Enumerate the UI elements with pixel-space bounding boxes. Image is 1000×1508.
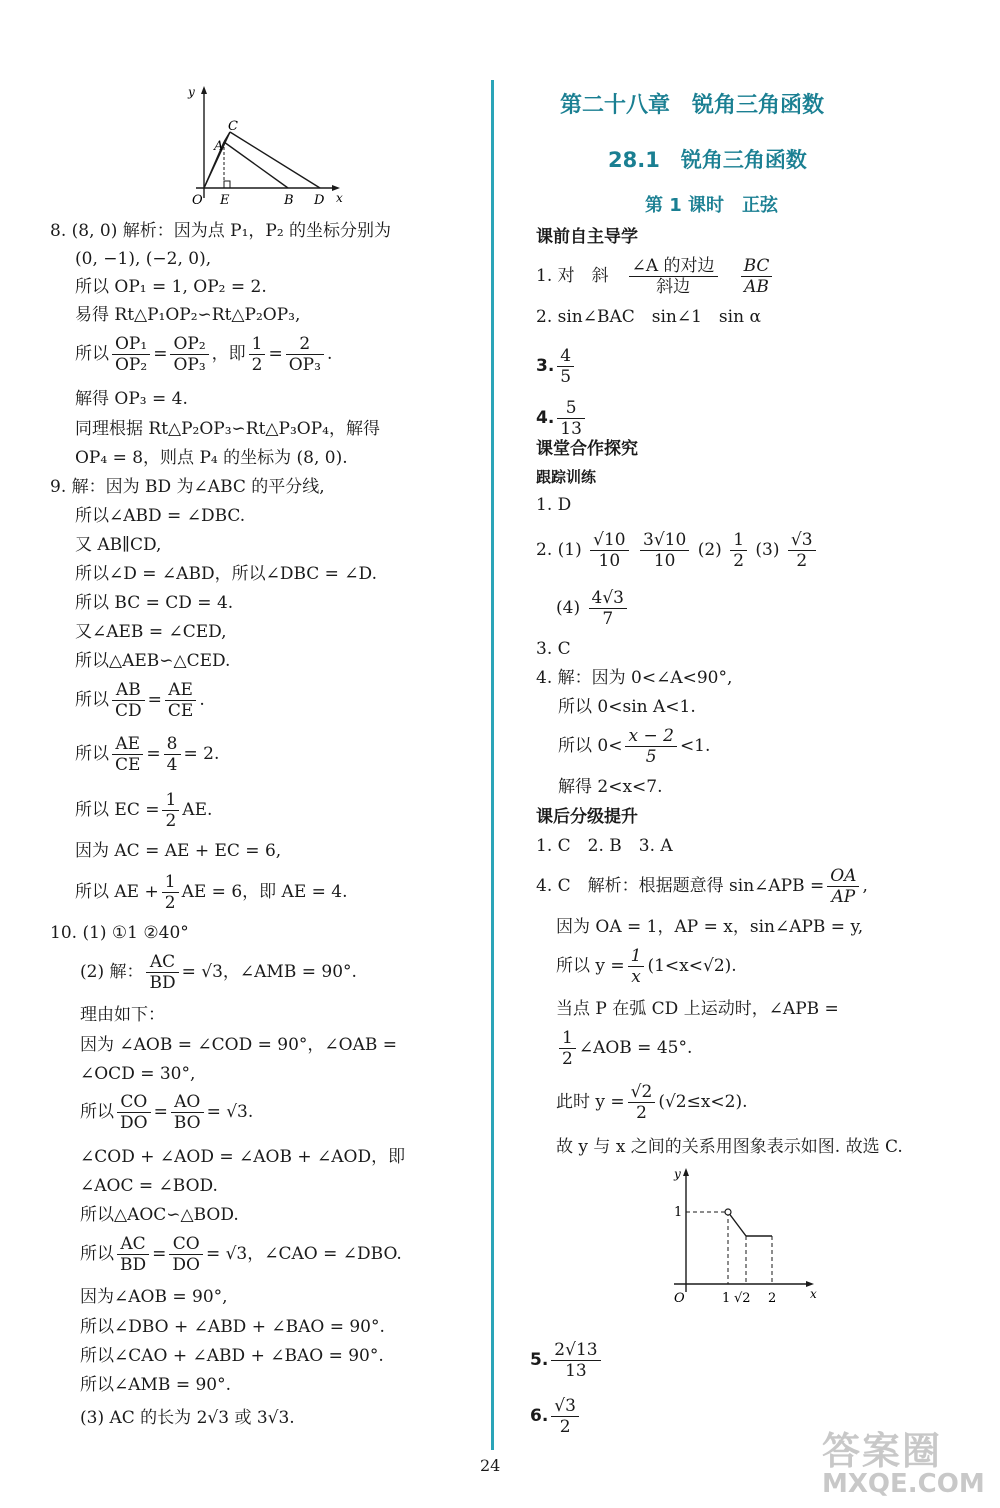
page-number: 24 — [480, 1456, 501, 1475]
q8-line-1: 8. (8, 0) 解析：因为点 P₁，P₂ 的坐标分别为 — [50, 221, 392, 241]
label-x: x — [810, 1287, 817, 1301]
post-answer-6: 6. $\frac{√3}{2}$ — [530, 1396, 582, 1437]
label-a: A — [214, 139, 224, 154]
class-answer-4-line-4: 解得 2<x<7. — [558, 777, 663, 797]
q10-line-11: 因为∠AOB = 90°, — [80, 1287, 228, 1307]
heading-post-class: 课后分级提升 — [536, 807, 638, 827]
q9-line-6: 又∠AEB = ∠CED, — [75, 622, 227, 642]
fraction: $\frac{CO}{DO}$ — [169, 1234, 203, 1275]
q10-line-13: 所以∠CAO + ∠ABD + ∠BAO = 90°. — [80, 1346, 384, 1366]
fraction: $\frac{√10}{10}$ — [590, 530, 628, 571]
heading-in-class: 课堂合作探究 — [536, 439, 638, 459]
watermark-site: MXQE.COM — [822, 1469, 985, 1499]
pre-answer-2: 2. sin∠BAC sin∠1 sin α — [536, 307, 761, 327]
post-answers-1-3: 1. C 2. B 3. A — [536, 836, 673, 856]
fraction: $\frac{AC}{BD}$ — [117, 1234, 149, 1275]
label-b: B — [284, 193, 294, 208]
q10-line-1: 10. (1) ①1 ②40° — [50, 923, 189, 943]
q10-line-14: 所以∠AMB = 90°. — [80, 1375, 232, 1395]
label-e: E — [220, 193, 230, 208]
fraction: $\frac{4√3}{7}$ — [589, 588, 627, 629]
curve — [728, 1212, 746, 1236]
label-o: O — [192, 193, 203, 208]
triangle-figure — [180, 84, 350, 210]
q9-line-3: 又 AB∥CD, — [75, 535, 162, 555]
q10-line-7: ∠COD + ∠AOD = ∠AOB + ∠AOD，即 — [80, 1147, 406, 1167]
q9-line-9: 所以 $\frac{AE}{CE}$ = $\frac{8}{4}$ = 2. — [75, 734, 220, 775]
fraction: $\frac{1}{2}$ — [730, 530, 747, 571]
q10-line-15: (3) AC 的长为 2√3 或 3√3. — [80, 1408, 295, 1428]
fraction: $\frac{2√13}{13}$ — [551, 1340, 600, 1381]
fraction: $\frac{1}{2}$ — [162, 790, 179, 831]
fraction: $\frac{\text{OP₂}}{\text{OP₃}}$ — [170, 334, 208, 375]
watermark-logo: 答案圈 — [822, 1429, 943, 1473]
fraction: $\frac{AC}{BD}$ — [146, 952, 178, 993]
post-answer-5: 5. $\frac{2√13}{13}$ — [530, 1340, 604, 1381]
label-two: 2 — [768, 1291, 777, 1306]
q10-line-10: 所以 $\frac{AC}{BD}$ = $\frac{CO}{DO}$ = √3，∠CAO = ∠DBO. — [80, 1234, 402, 1275]
fraction: $\frac{3√10}{10}$ — [640, 530, 689, 571]
function-graph-figure — [666, 1164, 826, 1312]
class-answer-3: 3. C — [536, 639, 571, 659]
q10-line-3: 理由如下： — [80, 1005, 165, 1025]
class-answer-2: 2. (1) $\frac{√10}{10}$ $\frac{3√10}{10}$ (2) $\frac{1}{2}$ (3) $\frac{√3}{2}$ — [536, 530, 819, 571]
q8-line-7: 同理根据 Rt△P₂OP₃∽Rt△P₃OP₄，解得 — [75, 419, 380, 439]
q9-line-2: 所以∠ABD = ∠DBC. — [75, 506, 246, 526]
class-answer-4: 4. 解：因为 0<∠A<90°, — [536, 668, 733, 688]
label-y: y — [188, 85, 195, 99]
label-one-y: 1 — [674, 1205, 683, 1220]
q10-line-2: (2) 解： $\frac{AC}{BD}$ = √3，∠AMB = 90°. — [80, 952, 357, 993]
label-sqrt2: √2 — [734, 1291, 751, 1306]
label-y: y — [674, 1167, 681, 1181]
lesson-title: 第 1 课时 正弦 — [645, 195, 779, 216]
fraction: $\frac{AB}{CD}$ — [112, 680, 145, 721]
fraction: $\frac{1}{2}$ — [162, 872, 179, 913]
fraction: $\frac{AE}{CE}$ — [112, 734, 143, 775]
q9-line-12: 所以 AE + $\frac{1}{2}$ AE = 6，即 AE = 4. — [75, 872, 348, 913]
subheading-tracking: 跟踪训练 — [536, 468, 597, 486]
column-divider — [491, 80, 494, 1450]
fraction: $\frac{AO}{BO}$ — [171, 1092, 204, 1133]
open-point — [725, 1209, 731, 1215]
q9-line-10: 所以 EC = $\frac{1}{2}$ AE. — [75, 790, 213, 831]
pre-answer-4: 4. $\frac{5}{13}$ — [536, 398, 588, 439]
fraction: $\frac{1}{2}$ — [249, 334, 266, 375]
fraction: $\frac{√2}{2}$ — [628, 1082, 656, 1123]
post-answer-4-line-6: 此时 y = $\frac{√2}{2}$ (√2≤x<2). — [556, 1082, 748, 1123]
fraction: $\frac{\text{OP₁}}{\text{OP₂}}$ — [112, 334, 150, 375]
label-x: x — [336, 191, 343, 205]
watermark — [822, 1420, 985, 1499]
pre-answer-1: 1. 对 斜 $\frac{\text{∠A 的对边}}{\text{斜边}}$ $\frac{BC}{AB}$ — [536, 256, 775, 297]
q8-line-5: 所以 $\frac{\text{OP₁}}{\text{OP₂}}$ = $\frac{\text{OP₂}}{\text{OP₃}}$ ，即 $\frac{1}{2}$ = $\frac{2}{\text{OP₃}}$ . — [75, 334, 333, 375]
label-one-x: 1 — [722, 1291, 731, 1306]
chapter-title: 第二十八章 锐角三角函数 — [560, 93, 825, 118]
q8-line-4: 易得 Rt△P₁OP₂∽Rt△P₂OP₃, — [75, 305, 301, 325]
class-answer-1: 1. D — [536, 495, 572, 515]
pre-answer-3: 3. $\frac{4}{5}$ — [536, 346, 577, 387]
heading-pre-class: 课前自主导学 — [536, 227, 638, 247]
fraction: $\frac{4}{5}$ — [557, 346, 574, 387]
q10-line-4: 因为 ∠AOB = ∠COD = 90°，∠OAB = — [80, 1035, 398, 1055]
fraction: $\frac{1}{2}$ — [559, 1028, 576, 1069]
label-c: C — [228, 119, 238, 134]
q8-line-3: 所以 OP₁ = 1, OP₂ = 2. — [75, 277, 267, 297]
fraction: $\frac{BC}{AB}$ — [741, 256, 773, 297]
class-answer-4-line-3: 所以 0< $\frac{x - 2}{5}$ <1. — [558, 726, 711, 767]
q10-line-8: ∠AOC = ∠BOD. — [80, 1176, 218, 1196]
fraction: $\frac{AE}{CE}$ — [165, 680, 196, 721]
q8-line-2: (0, −1), (−2, 0), — [75, 249, 212, 269]
fraction: $\frac{\text{∠A 的对边}}{\text{斜边}}$ — [629, 256, 718, 297]
post-answer-4: 4. C 解析：根据题意得 sin∠APB = $\frac{OA}{AP}$ , — [536, 866, 868, 907]
q8-line-8: OP₄ = 8，则点 P₄ 的坐标为 (8, 0). — [75, 448, 348, 468]
q10-line-9: 所以△AOC∽△BOD. — [80, 1205, 239, 1225]
post-answer-4-line-7: 故 y 与 x 之间的关系用图象表示如图. 故选 C. — [556, 1137, 903, 1157]
section-title: 28.1 锐角三角函数 — [608, 148, 807, 172]
q10-line-12: 所以∠DBO + ∠ABD + ∠BAO = 90°. — [80, 1317, 385, 1337]
q9-line-11: 因为 AC = AE + EC = 6, — [75, 841, 282, 861]
fraction: $\frac{OA}{AP}$ — [827, 866, 859, 907]
class-answer-4-line-2: 所以 0<sin A<1. — [558, 697, 696, 717]
q9-line-5: 所以 BC = CD = 4. — [75, 593, 234, 613]
label-d: D — [314, 193, 325, 208]
post-answer-4-line-2: 因为 OA = 1，AP = x，sin∠APB = y, — [556, 917, 864, 937]
post-answer-4-line-5: $\frac{1}{2}$ ∠AOB = 45°. — [556, 1028, 692, 1069]
fraction: $\frac{1}{x}$ — [628, 946, 645, 987]
fraction: $\frac{8}{4}$ — [164, 734, 181, 775]
y-arrow — [201, 86, 207, 94]
q10-line-6: 所以 $\frac{CO}{DO}$ = $\frac{AO}{BO}$ = √3. — [80, 1092, 254, 1133]
fraction: $\frac{5}{13}$ — [557, 398, 585, 439]
q9-line-8: 所以 $\frac{AB}{CD}$ = $\frac{AE}{CE}$ . — [75, 680, 205, 721]
q8-line-6: 解得 OP₃ = 4. — [75, 389, 188, 409]
q9-line-1: 9. 解：因为 BD 为∠ABC 的平分线, — [50, 477, 325, 497]
fraction: $\frac{x - 2}{5}$ — [625, 726, 676, 767]
class-answer-2-part-4: (4) $\frac{4√3}{7}$ — [556, 588, 630, 629]
y-arrow — [683, 1168, 689, 1176]
post-answer-4-line-3: 所以 y = $\frac{1}{x}$ (1<x<√2). — [556, 946, 737, 987]
q10-line-5: ∠OCD = 30°, — [80, 1064, 196, 1084]
fraction: $\frac{√3}{2}$ — [788, 530, 816, 571]
fraction: $\frac{√3}{2}$ — [551, 1396, 579, 1437]
q9-line-4: 所以∠D = ∠ABD，所以∠DBC = ∠D. — [75, 564, 377, 584]
label-o: O — [674, 1291, 685, 1306]
fraction: $\frac{2}{\text{OP₃}}$ — [286, 334, 324, 375]
post-answer-4-line-4: 当点 P 在弧 CD 上运动时，∠APB = — [556, 999, 839, 1019]
q9-line-7: 所以△AEB∽△CED. — [75, 651, 231, 671]
fraction: $\frac{CO}{DO}$ — [117, 1092, 151, 1133]
